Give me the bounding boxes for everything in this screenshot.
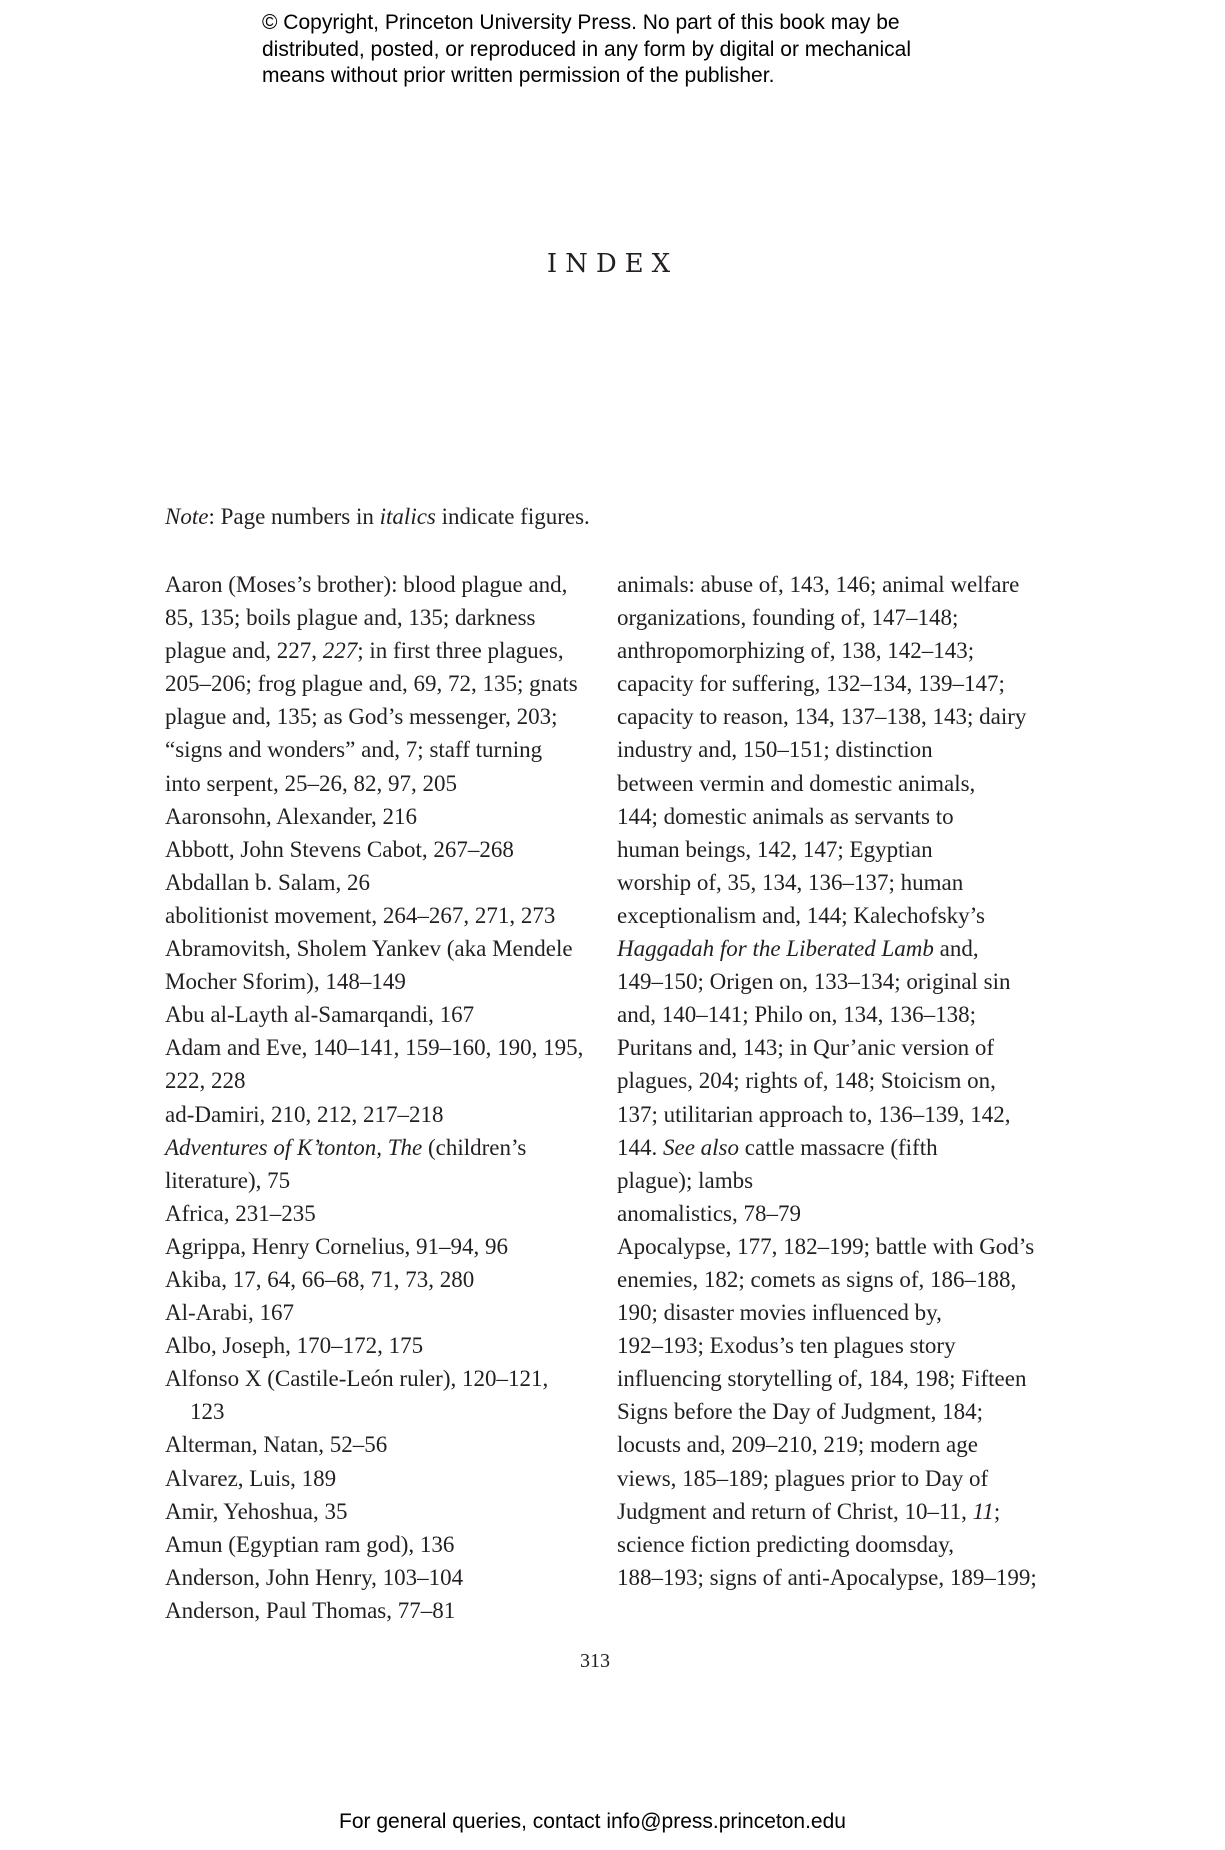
index-entry-adventures <box>165 1131 585 1197</box>
copyright-notice <box>262 10 1022 90</box>
index-entry-akiba: Akiba, 17, 64, 66–68, 71, 73, 280 <box>165 1266 475 1292</box>
entry-text: plague and, 227, <box>165 638 323 664</box>
entry-line <box>617 1131 1057 1164</box>
index-column-right <box>617 568 1057 1594</box>
entry-line: Apocalypse, 177, 182–199; battle with God’s <box>617 1233 1035 1259</box>
figure-page-ref: 11 <box>972 1498 994 1524</box>
entry-line: plague); lambs <box>617 1167 754 1193</box>
entry-text: Judgment and return of Christ, 10–11, <box>617 1498 973 1524</box>
index-entry-alfonso: Alfonso X (Castile-León ruler), 120–121, 123 <box>165 1366 549 1425</box>
entry-line <box>617 1495 1057 1528</box>
index-entry-aaron <box>165 568 585 800</box>
entry-line <box>165 634 585 667</box>
entry-line: into serpent, 25–26, 82, 97, 205 <box>165 770 457 796</box>
note-text-end: indicate figures. <box>435 504 590 529</box>
note-text: : Page numbers in <box>208 504 380 529</box>
entry-line: locusts and, 209–210, 219; modern age <box>617 1432 978 1458</box>
index-entry-abolitionist: abolitionist movement, 264–267, 271, 273 <box>165 902 556 928</box>
index-entry-anomalistics: anomalistics, 78–79 <box>617 1200 801 1226</box>
entry-line: worship of, 35, 134, 136–137; human <box>617 869 964 895</box>
index-note <box>165 504 590 530</box>
entry-line: 190; disaster movies influenced by, <box>617 1300 942 1326</box>
entry-line: “signs and wonders” and, 7; staff turning <box>165 737 543 763</box>
entry-line: 192–193; Exodus’s ten plagues story <box>617 1333 956 1359</box>
index-entry-damiri: ad-Damiri, 210, 212, 217–218 <box>165 1101 444 1127</box>
entry-line: literature), 75 <box>165 1167 291 1193</box>
note-label: Note <box>165 504 209 529</box>
entry-text: ; in first three plagues, <box>357 638 564 664</box>
index-entry-alarabi: Al-Arabi, 167 <box>165 1300 295 1326</box>
entry-line: science fiction predicting doomsday, <box>617 1531 955 1557</box>
entry-line: 205–206; frog plague and, 69, 72, 135; gnats <box>165 671 578 697</box>
entry-line: Mocher Sforim), 148–149 <box>165 969 406 995</box>
copyright-line: © Copyright, Princeton University Press. No part of this book may be <box>262 11 900 34</box>
entry-line: 144; domestic animals as servants to <box>617 803 954 829</box>
entry-text: (children’s <box>422 1134 527 1160</box>
book-title: Adventures of K’tonton, The <box>165 1134 423 1160</box>
index-entry-abdallan: Abdallan b. Salam, 26 <box>165 869 371 895</box>
entry-line: views, 185–189; plagues prior to Day of <box>617 1465 989 1491</box>
index-entry-alterman: Alterman, Natan, 52–56 <box>165 1432 388 1458</box>
page-title: INDEX <box>546 249 679 279</box>
entry-line: 188–193; signs of anti-Apocalypse, 189–199; <box>617 1564 1037 1590</box>
figure-page-ref: 227 <box>322 638 358 664</box>
entry-line: human beings, 142, 147; Egyptian <box>617 836 933 862</box>
index-entry-amir: Amir, Yehoshua, 35 <box>165 1498 348 1524</box>
index-entry-agrippa: Agrippa, Henry Cornelius, 91–94, 96 <box>165 1233 509 1259</box>
entry-line: 149–150; Origen on, 133–134; original sin <box>617 969 1011 995</box>
entry-text: ; <box>993 1498 1001 1524</box>
entry-line: between vermin and domestic animals, <box>617 770 976 796</box>
entry-text: cattle massacre (fifth <box>739 1134 938 1160</box>
book-title: Haggadah for the Liberated Lamb <box>617 936 934 962</box>
index-column-left <box>165 568 585 1627</box>
index-entry-anderson-jh: Anderson, John Henry, 103–104 <box>165 1564 464 1590</box>
index-entry-abbott: Abbott, John Stevens Cabot, 267–268 <box>165 836 514 862</box>
entry-line: 85, 135; boils plague and, 135; darkness <box>165 605 536 631</box>
entry-line: organizations, founding of, 147–148; <box>617 605 959 631</box>
index-entry-abu: Abu al-Layth al-Samarqandi, 167 <box>165 1002 475 1028</box>
index-entry-albo: Albo, Joseph, 170–172, 175 <box>165 1333 424 1359</box>
index-entry-amun: Amun (Egyptian ram god), 136 <box>165 1531 455 1557</box>
index-entry-africa: Africa, 231–235 <box>165 1200 316 1226</box>
index-entry-animals <box>617 568 1057 1197</box>
copyright-line: means without prior written permission of the publisher. <box>262 64 775 87</box>
entry-line: and, 140–141; Philo on, 134, 136–138; <box>617 1002 977 1028</box>
index-entry-alvarez: Alvarez, Luis, 189 <box>165 1465 337 1491</box>
footer-contact: For general queries, contact info@press.princeton.edu <box>339 1810 846 1833</box>
note-italic-word: italics <box>379 504 436 529</box>
entry-line: 137; utilitarian approach to, 136–139, 142, <box>617 1101 1011 1127</box>
index-entry-adam <box>165 1031 585 1097</box>
copyright-line: distributed, posted, or reproduced in any form by digital or mechanical <box>262 37 912 61</box>
entry-text: 144. <box>617 1134 663 1160</box>
entry-line <box>617 932 1057 965</box>
entry-line: capacity to reason, 134, 137–138, 143; dairy <box>617 704 1027 730</box>
entry-line: plague and, 135; as God’s messenger, 203; <box>165 704 558 730</box>
entry-line: influencing storytelling of, 184, 198; Fifteen <box>617 1366 1027 1392</box>
entry-line: Aaron (Moses’s brother): blood plague and, <box>165 572 568 597</box>
index-entry-anderson-pt: Anderson, Paul Thomas, 77–81 <box>165 1597 456 1623</box>
entry-line <box>165 1131 585 1164</box>
see-also-label: See also <box>663 1134 740 1160</box>
entry-line: Adam and Eve, 140–141, 159–160, 190, 195, <box>165 1035 584 1061</box>
entry-line: 222, 228 <box>165 1068 246 1094</box>
page-number: 313 <box>580 1650 610 1672</box>
entry-line: industry and, 150–151; distinction <box>617 737 933 763</box>
entry-line: Signs before the Day of Judgment, 184; <box>617 1399 984 1425</box>
entry-line: Puritans and, 143; in Qur’anic version of <box>617 1035 995 1061</box>
entry-line: Abramovitsh, Sholem Yankev (aka Mendele <box>165 936 573 962</box>
index-entry-aaronsohn: Aaronsohn, Alexander, 216 <box>165 803 418 829</box>
entry-line: anthropomorphizing of, 138, 142–143; <box>617 638 975 664</box>
entry-line: capacity for suffering, 132–134, 139–147; <box>617 671 1005 697</box>
entry-line: animals: abuse of, 143, 146; animal welfare <box>617 572 1020 597</box>
entry-text: and, <box>933 936 979 962</box>
index-entry-abramovitsh <box>165 932 585 998</box>
index-entry-apocalypse <box>617 1230 1057 1594</box>
entry-line: enemies, 182; comets as signs of, 186–188, <box>617 1266 1017 1292</box>
entry-line: plagues, 204; rights of, 148; Stoicism on, <box>617 1068 996 1094</box>
entry-line: exceptionalism and, 144; Kalechofsky’s <box>617 902 985 928</box>
